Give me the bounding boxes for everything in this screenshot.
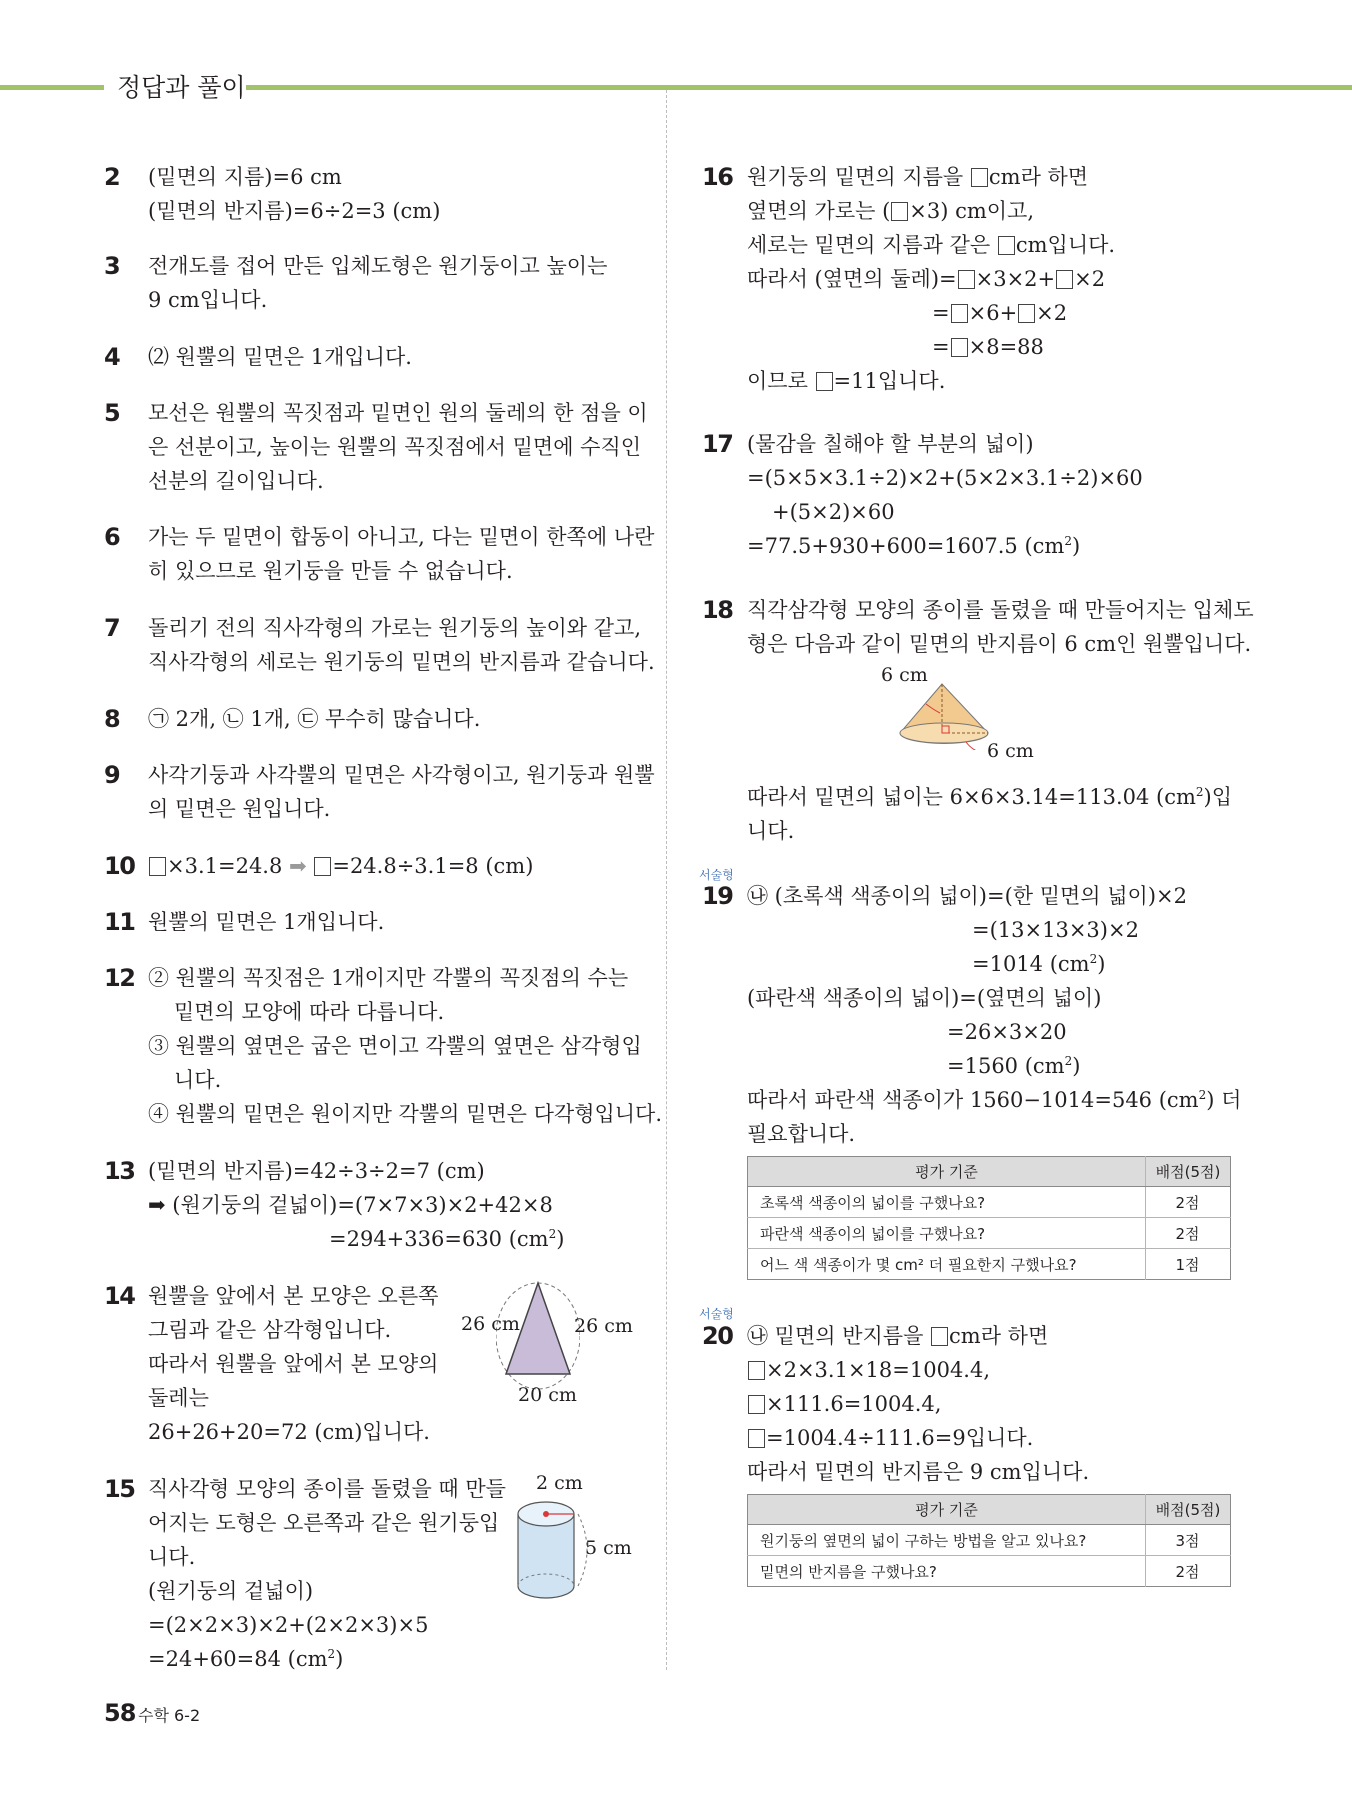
answer-line: 직사각형 모양의 종이를 돌렸을 때 만들	[148, 1477, 506, 1501]
score-header: 배점(5점)	[1146, 1495, 1231, 1525]
column-divider	[666, 90, 667, 1670]
answer-line: 전개도를 접어 만든 입체도형은 원기둥이고 높이는	[148, 254, 608, 278]
answer-line: 원뿔을 앞에서 본 모양은 오른쪽	[148, 1284, 439, 1308]
arrow-icon: ➡	[289, 854, 307, 878]
answer-line: =(13×13×3)×2	[972, 918, 1139, 942]
score-cell: 3점	[1146, 1525, 1231, 1556]
answer-line: (밑면의 지름)=6 cm	[148, 165, 342, 189]
cone-figure	[896, 680, 996, 750]
blank-box	[998, 236, 1015, 255]
grading-table	[747, 1494, 1231, 1587]
problem-number: 2	[104, 163, 120, 191]
answer-line: 세로는 밑면의 지름과 같은 cm입니다.	[747, 233, 1116, 257]
essay-tag: 서술형	[699, 868, 734, 882]
answer-line: =294+336=630 $(cm^2)$	[329, 1227, 565, 1251]
header-rule-right	[246, 85, 1352, 90]
answer-line: ㉯ (초록색 색종이의 넓이)=(한 밑면의 넓이)×2	[747, 884, 1187, 908]
answer-line: ⑵ 원뿔의 밑면은 1개입니다.	[148, 345, 412, 369]
answer-line: 형은 다음과 같이 밑면의 반지름이 6 cm인 원뿔입니다.	[747, 632, 1252, 656]
page-number: 58	[104, 1699, 136, 1727]
problem-number: 5	[104, 399, 120, 427]
table-row	[748, 1218, 1231, 1249]
answer-line: 따라서 파란색 색종이가 1560−1014=546 $(cm^2)$ 더	[747, 1088, 1242, 1112]
problem-number: 4	[104, 343, 120, 371]
blank-box	[314, 857, 331, 876]
answer-line	[148, 853, 533, 879]
answer-line: ×111.6=1004.4,	[747, 1391, 941, 1417]
answer-line: 둘레는	[148, 1386, 209, 1410]
answer-line: 니다.	[747, 819, 795, 843]
blank-box	[1018, 304, 1035, 323]
score-cell: 2점	[1146, 1556, 1231, 1587]
answer-line: ×2×3.1×18=1004.4,	[747, 1357, 990, 1383]
answer-line: =77.5+930+600=1607.5 $(cm^2)$	[747, 534, 1081, 558]
answer-line: 이므로 =11입니다.	[747, 369, 946, 393]
answer-line: 직각삼각형 모양의 종이를 돌렸을 때 만들어지는 입체도	[747, 598, 1254, 622]
problem-number: 12	[104, 964, 135, 992]
answer-line: 따라서 밑면의 반지름은 9 cm입니다.	[747, 1460, 1090, 1484]
blank-box	[149, 857, 166, 876]
criteria-cell: 파란색 색종이의 넓이를 구했나요?	[748, 1218, 1146, 1249]
answer-line: =1560 $(cm^2)$	[947, 1054, 1081, 1078]
answer-line: ➡ (원기둥의 겉넓이)=(7×7×3)×2+42×8	[148, 1193, 553, 1217]
answer-line: ㉠ 2개, ㉡ 1개, ㉢ 무수히 많습니다.	[148, 707, 481, 731]
page-title: 정답과 풀이	[117, 73, 246, 102]
answer-line: 가는 두 밑면이 합동이 아니고, 다는 밑면이 한쪽에 나란	[148, 525, 655, 549]
problem-number: 18	[702, 596, 733, 624]
criteria-header: 평가 기준	[748, 1157, 1146, 1187]
answer-line: (파란색 색종이의 넓이)=(옆면의 넓이)	[747, 986, 1102, 1010]
problem-number: 9	[104, 761, 120, 789]
answer-line: 따라서 밑면의 넓이는 6×6×3.14=113.04 $(cm^2)$입	[747, 785, 1233, 809]
answer-line: 선분의 길이입니다.	[148, 469, 324, 493]
table-row	[748, 1556, 1231, 1587]
problem-number: 20	[702, 1322, 733, 1350]
table-row	[748, 1187, 1231, 1218]
criteria-header: 평가 기준	[748, 1495, 1146, 1525]
answer-line: 돌리기 전의 직사각형의 가로는 원기둥의 높이와 같고,	[148, 616, 642, 640]
problem-number: 3	[104, 252, 120, 280]
answer-line: 필요합니다.	[747, 1122, 856, 1146]
figure-label: 20 cm	[518, 1384, 577, 1406]
footer-text: 수학 6-2	[138, 1706, 201, 1725]
answer-line: 의 밑면은 원입니다.	[148, 797, 331, 821]
answer-line: ④ 원뿔의 밑면은 원이지만 각뿔의 밑면은 다각형입니다.	[148, 1102, 663, 1126]
answer-line: 9 cm입니다.	[148, 288, 268, 312]
answer-line: = ×8=88	[932, 335, 1044, 359]
equation-b: =24.8÷3.1=8 (cm)	[332, 854, 534, 878]
answer-line: ㉯ 밑면의 반지름을 cm라 하면	[747, 1324, 1049, 1348]
answer-line: =1004.4÷111.6=9입니다.	[747, 1425, 1033, 1451]
header-rule-left	[0, 85, 104, 90]
score-header: 배점(5점)	[1146, 1157, 1231, 1187]
answer-line: 옆면의 가로는 ( ×3) cm이고,	[747, 199, 1035, 223]
blank-box	[748, 1361, 765, 1380]
criteria-cell: 원기둥의 옆면의 넓이 구하는 방법을 알고 있나요?	[748, 1525, 1146, 1556]
blank-box	[891, 202, 908, 221]
answer-line: ③ 원뿔의 옆면은 굽은 면이고 각뿔의 옆면은 삼각형입	[148, 1034, 642, 1058]
score-cell: 2점	[1146, 1218, 1231, 1249]
answer-line: 모선은 원뿔의 꼭짓점과 밑면인 원의 둘레의 한 점을 이	[148, 401, 648, 425]
answer-line: =(2×2×3)×2+(2×2×3)×5	[148, 1613, 429, 1637]
figure-label: 6 cm	[881, 664, 928, 686]
blank-box	[951, 304, 968, 323]
answer-line: =1014 $(cm^2)$	[972, 952, 1106, 976]
blank-box	[748, 1395, 765, 1414]
criteria-cell: 밑면의 반지름을 구했나요?	[748, 1556, 1146, 1587]
answer-line: (물감을 칠해야 할 부분의 넓이)	[747, 432, 1034, 456]
problem-number: 6	[104, 523, 120, 551]
figure-label: 6 cm	[987, 740, 1034, 762]
score-cell: 1점	[1146, 1249, 1231, 1280]
answer-line: (밑면의 반지름)=6÷2=3 (cm)	[148, 199, 441, 223]
blank-box	[931, 1327, 948, 1346]
criteria-cell: 초록색 색종이의 넓이를 구했나요?	[748, 1187, 1146, 1218]
score-cell: 2점	[1146, 1187, 1231, 1218]
problem-number: 10	[104, 852, 135, 880]
answer-line: 원기둥의 밑면의 지름을 cm라 하면	[747, 165, 1089, 189]
answer-line: 니다.	[174, 1068, 222, 1092]
table-row	[748, 1249, 1231, 1280]
answer-line: 밑면의 모양에 따라 다릅니다.	[174, 1000, 445, 1024]
figure-label: 2 cm	[536, 1472, 583, 1494]
answer-line: +(5×2)×60	[772, 500, 895, 524]
answer-line: 은 선분이고, 높이는 원뿔의 꼭짓점에서 밑면에 수직인	[148, 435, 642, 459]
problem-number: 8	[104, 705, 120, 733]
answer-line: =26×3×20	[947, 1020, 1067, 1044]
problem-number: 11	[104, 908, 135, 936]
criteria-cell: 어느 색 색종이가 몇 cm² 더 필요한지 구했나요?	[748, 1249, 1146, 1280]
answer-line: = ×6+ ×2	[932, 301, 1068, 325]
blank-box	[816, 372, 833, 391]
answer-line: 직사각형의 세로는 원기둥의 밑면의 반지름과 같습니다.	[148, 650, 655, 674]
problem-number: 16	[702, 163, 733, 191]
blank-box	[951, 338, 968, 357]
blank-box	[971, 168, 988, 187]
figure-label: 26 cm	[461, 1313, 520, 1335]
problem-number: 19	[702, 882, 733, 910]
blank-box	[748, 1429, 765, 1448]
answer-line: 니다.	[148, 1545, 196, 1569]
answer-line: ② 원뿔의 꼭짓점은 1개이지만 각뿔의 꼭짓점의 수는	[148, 966, 629, 990]
answer-line: =(5×5×3.1÷2)×2+(5×2×3.1÷2)×60	[747, 466, 1143, 490]
problem-number: 13	[104, 1157, 135, 1185]
equation-a: ×3.1=24.8	[167, 854, 283, 878]
problem-number: 7	[104, 614, 120, 642]
essay-tag: 서술형	[699, 1307, 734, 1321]
figure-label: 26 cm	[574, 1315, 633, 1337]
answer-line: (원기둥의 겉넓이)	[148, 1579, 314, 1603]
grading-table	[747, 1156, 1231, 1280]
answer-line: 26+26+20=72 (cm)입니다.	[148, 1420, 430, 1444]
problem-number: 15	[104, 1475, 135, 1503]
answer-line: 따라서 (옆면의 둘레)= ×3×2+ ×2	[747, 267, 1106, 291]
blank-box	[958, 270, 975, 289]
answer-line: 따라서 원뿔을 앞에서 본 모양의	[148, 1352, 439, 1376]
triangle-figure	[496, 1280, 580, 1390]
answer-line: 그림과 같은 삼각형입니다.	[148, 1318, 392, 1342]
table-row	[748, 1525, 1231, 1556]
answer-line: 어지는 도형은 오른쪽과 같은 원기둥입	[148, 1511, 500, 1535]
blank-box	[1056, 270, 1073, 289]
answer-line: 원뿔의 밑면은 1개입니다.	[148, 910, 385, 934]
answer-line: 히 있으므로 원기둥을 만들 수 없습니다.	[148, 559, 513, 583]
figure-label: 5 cm	[585, 1537, 632, 1559]
answer-line: (밑면의 반지름)=42÷3÷2=7 (cm)	[148, 1159, 485, 1183]
answer-line: =24+60=84 $(cm^2)$	[148, 1647, 344, 1671]
answer-line: 사각기둥과 사각뿔의 밑면은 사각형이고, 원기둥과 원뿔	[148, 763, 655, 787]
problem-number: 17	[702, 430, 733, 458]
problem-number: 14	[104, 1282, 135, 1310]
